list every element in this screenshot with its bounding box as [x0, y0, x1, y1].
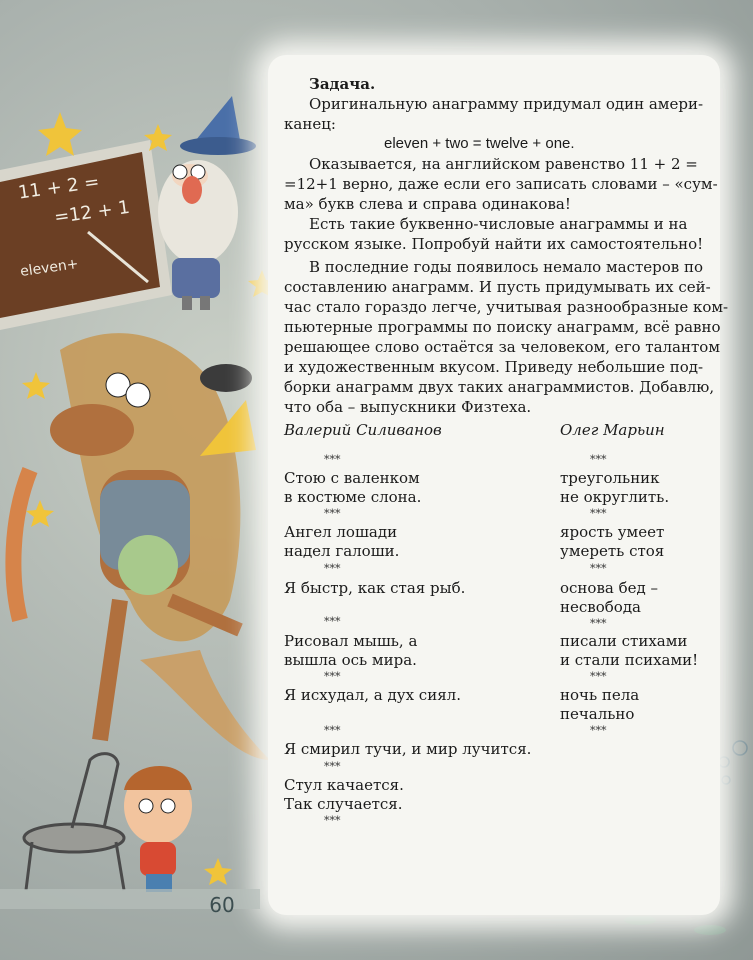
right-item-3-line2: несвобода: [560, 598, 641, 616]
task-formula: eleven + two = twelve + one.: [384, 135, 575, 152]
intro-line1: В последние годы появилось немало мастеров по: [309, 258, 704, 276]
boy-character: [124, 766, 192, 892]
task-p3-line1: Есть такие буквенно-числовые анаграммы и на: [309, 215, 688, 233]
chair: [24, 754, 124, 890]
task-p3-line2: русском языке. Попробуй найти их самостоятельно!: [284, 235, 704, 253]
page-number: 60: [209, 893, 235, 917]
task-p2-line1: Оказывается, на английском равенство 11 + 2 =: [309, 155, 698, 173]
left-item-2-line2: надел галоши.: [284, 542, 400, 560]
right-item-1-line2: не округлить.: [560, 488, 670, 506]
right-item-2-line1: ярость умеет: [560, 523, 665, 541]
board-line-3: eleven+: [19, 255, 80, 281]
wizard-character: [158, 96, 256, 310]
separator: ***: [324, 670, 341, 683]
task-p1-line2: канец:: [284, 115, 336, 133]
separator: ***: [324, 615, 341, 628]
left-item-4-line2: вышла ось мира.: [284, 651, 417, 669]
right-item-5-line1: ночь пела: [560, 686, 640, 704]
bird-character: [200, 364, 252, 392]
right-item-4-line2: и стали психами!: [560, 651, 699, 669]
right-item-3-line1: основа бед –: [560, 579, 659, 597]
separator: ***: [590, 670, 607, 683]
separator: ***: [324, 814, 341, 827]
intro-line8: что оба – выпускники Физтеха.: [284, 398, 532, 416]
left-item-3-line1: Я быстр, как стая рыб.: [284, 579, 466, 597]
left-item-4-line1: Рисовал мышь, а: [284, 632, 418, 650]
task-p2-line3: ма» букв слева и справа одинакова!: [284, 195, 571, 213]
separator: ***: [324, 724, 341, 737]
left-item-7-line1: Стул качается.: [284, 776, 404, 794]
task-p1-line1: Оригинальную анаграмму придумал один амери-: [309, 95, 704, 113]
intro-line7: борки анаграмм двух таких анаграммистов. Добавлю,: [284, 378, 715, 396]
right-item-2-line2: умереть стоя: [560, 542, 665, 560]
board-line-1: 11 + 2 =: [16, 171, 101, 204]
left-item-5-line1: Я исхудал, а дух сиял.: [284, 686, 461, 704]
intro-line6: и художественным вкусом. Приведу небольшие под-: [284, 358, 704, 376]
task-heading: Задача.: [309, 75, 376, 93]
separator: ***: [590, 507, 607, 520]
separator: ***: [590, 617, 607, 630]
left-item-2-line1: Ангел лошади: [284, 523, 398, 541]
horse-character: [13, 333, 270, 760]
separator: ***: [590, 453, 607, 466]
separator: ***: [590, 724, 607, 737]
separator: ***: [590, 562, 607, 575]
separator: ***: [324, 507, 341, 520]
intro-line2: составлению анаграмм. И пусть придумывать их сей-: [284, 278, 711, 296]
right-item-5-line2: печально: [560, 705, 635, 723]
left-item-7-line2: Так случается.: [284, 795, 403, 813]
intro-line3: час стало гораздо легче, учитывая разнообразные ком-: [284, 298, 729, 316]
left-item-6-line1: Я смирил тучи, и мир лучится.: [284, 740, 532, 758]
author-right: Олег Марьин: [560, 421, 665, 439]
separator: ***: [324, 562, 341, 575]
task-p2-line2: =12+1 верно, даже если его записать словами – «сум-: [284, 175, 718, 193]
separator: ***: [324, 760, 341, 773]
intro-line4: пьютерные программы по поиску анаграмм, всё равно: [284, 318, 721, 336]
board-line-2: =12 + 1: [52, 196, 131, 229]
left-item-1-line2: в костюме слона.: [284, 488, 422, 506]
author-left: Валерий Силиванов: [284, 421, 442, 439]
right-item-1-line1: треугольник: [560, 469, 660, 487]
right-item-4-line1: писали стихами: [560, 632, 688, 650]
intro-line5: решающее слово остаётся за человеком, его талантом: [284, 338, 720, 356]
chalkboard: [0, 140, 172, 330]
left-item-1-line1: Стою с валенком: [284, 469, 420, 487]
separator: ***: [324, 453, 341, 466]
